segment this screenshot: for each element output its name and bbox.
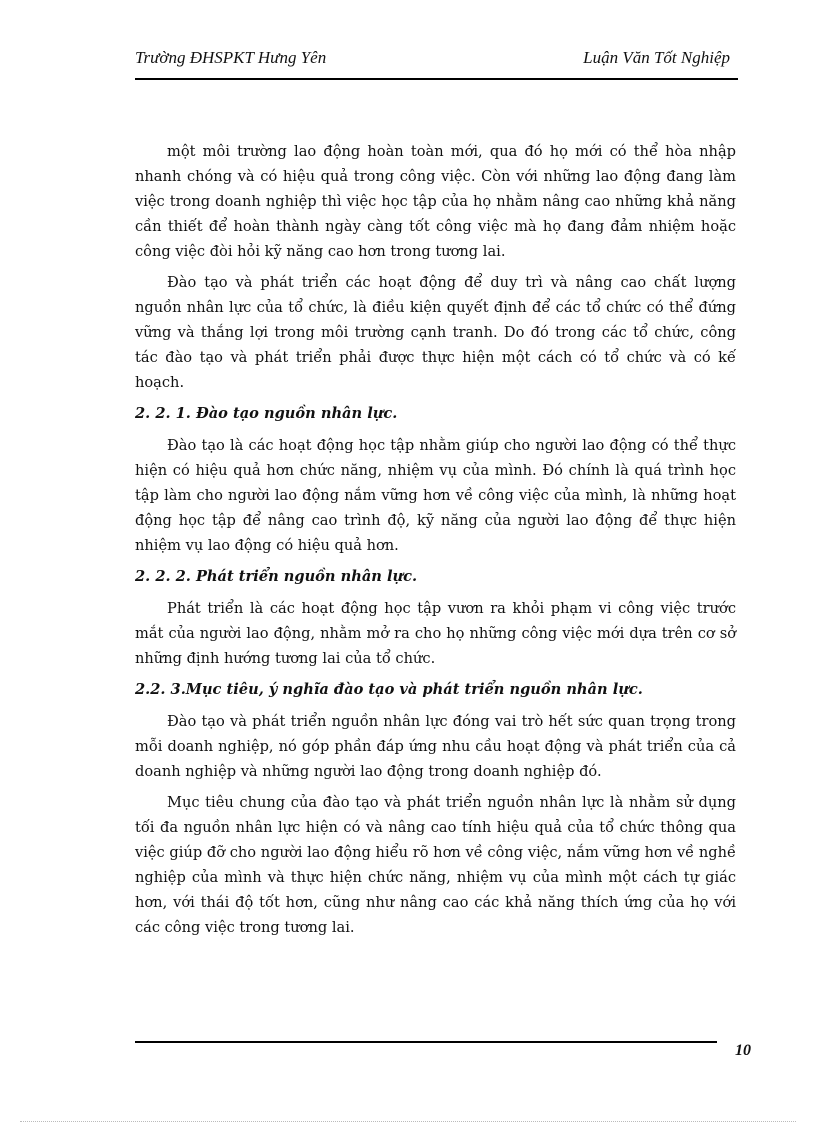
page-bottom-border bbox=[20, 1121, 796, 1122]
paragraph-3: Đào tạo là các hoạt động học tập nhằm giúp cho người lao động có thể thực hiện có hiệu quả hơn chức năng, nhiệm vụ của mình. Đó chính là quá trình học tập làm cho người lao động nắm vững hơn về công việc của mình, là những hoạt động học tập để nâng cao trình độ, kỹ năng của người lao động để thực hiện nhiệm vụ lao động có hiệu quả hơn. bbox=[135, 437, 736, 554]
section-heading-2-2-3: 2.2. 3.Mục tiêu, ý nghĩa đào tạo và phát triển nguồn nhân lực. bbox=[135, 681, 643, 698]
page-number: 10 bbox=[735, 1042, 751, 1059]
paragraph-1: một môi trường lao động hoàn toàn mới, qua đó họ mới có thể hòa nhập nhanh chóng và có hiệu quả trong công việc. Còn với những lao động đang làm việc trong doanh nghiệp thì việc học tập của họ nhằm nâng cao những khả năng cần thiết để hoàn thành ngày càng tốt công việc mà họ đang đảm nhiệm hoặc công việc đòi hỏi kỹ năng cao hơn trong tương lai. bbox=[135, 143, 736, 260]
header-divider bbox=[135, 78, 738, 80]
footer-divider bbox=[135, 1041, 717, 1043]
paragraph-5: Đào tạo và phát triển nguồn nhân lực đóng vai trò hết sức quan trọng trong mỗi doanh nghiệp, nó góp phần đáp ứng nhu cầu hoạt động và phát triển của cả doanh nghiệp và những người lao động trong doanh nghiệp đó. bbox=[135, 713, 736, 780]
paragraph-2: Đào tạo và phát triển các hoạt động để duy trì và nâng cao chất lượng nguồn nhân lực của tổ chức, là điều kiện quyết định để các tổ chức có thể đứng vững và thắng lợi trong môi trường cạnh tranh. Do đó trong các tổ chức, công tác đào tạo và phát triển phải được thực hiện một cách có tổ chức và có kế hoạch. bbox=[135, 274, 736, 391]
page-body bbox=[135, 139, 736, 946]
paragraph-6: Mục tiêu chung của đào tạo và phát triển nguồn nhân lực là nhằm sử dụng tối đa nguồn nhân lực hiện có và nâng cao tính hiệu quả của tổ chức thông qua việc giúp đỡ cho người lao động hiểu rõ hơn về công việc, nắm vững hơn về nghề nghiệp của mình và thực hiện chức năng, nhiệm vụ của mình một cách tự giác hơn, với thái độ tốt hơn, cũng như nâng cao các khả năng thích ứng của họ với các công việc trong tương lai. bbox=[135, 794, 736, 936]
header-document-title: Luận Văn Tốt Nghiệp bbox=[583, 48, 730, 67]
paragraph-4: Phát triển là các hoạt động học tập vươn ra khỏi phạm vi công việc trước mắt của người lao động, nhằm mở ra cho họ những công việc mới dựa trên cơ sở những định hướng tương lai của tổ chức. bbox=[135, 600, 736, 667]
header-school-name: Trường ĐHSPKT Hưng Yên bbox=[135, 48, 327, 67]
page-header bbox=[135, 46, 738, 70]
section-heading-2-2-2: 2. 2. 2. Phát triển nguồn nhân lực. bbox=[135, 568, 418, 585]
section-heading-2-2-1: 2. 2. 1. Đào tạo nguồn nhân lực. bbox=[135, 405, 398, 422]
